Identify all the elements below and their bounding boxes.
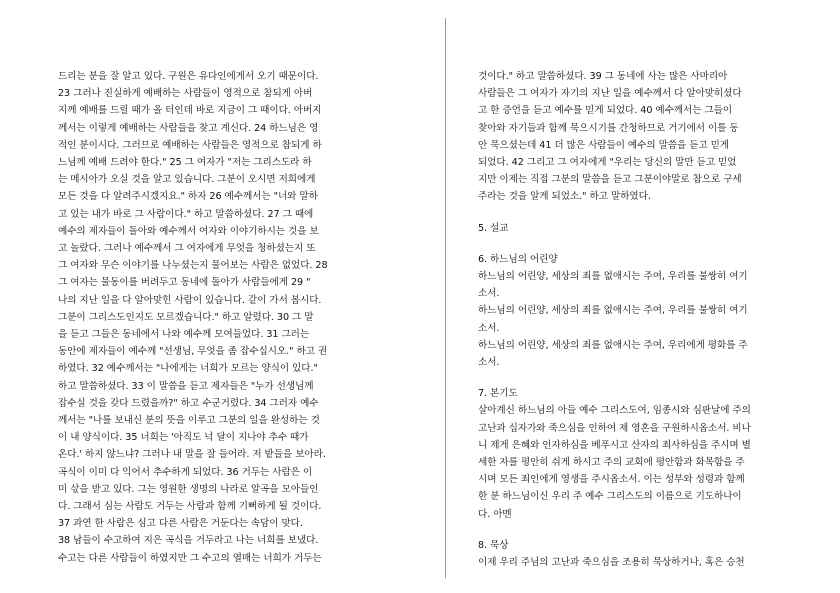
section-title: 5. 설교 [478,222,509,234]
section-collect-prayer [478,385,796,523]
section-meditation [478,537,796,571]
text-line: 시며 모든 죄인에게 영생을 주시옵소서. 이는 성부와 성령과 함께 [478,474,745,486]
text-line: 을 듣고 그들은 동네에서 나와 예수께 모여들었다. 31 그러는 [58,329,310,341]
text-line: 예수의 제자들이 돌아와 예수께서 여자와 이야기하시는 것을 보 [58,225,319,237]
text-line: 고 있는 내가 바로 그 사람이다." 하고 말씀하셨다. 27 그 때에 [58,208,314,220]
text-line: 곡식이 이미 다 익어서 추수하게 되었다. 36 거두는 사람은 이 [58,466,313,478]
text-line: 미 삯을 받고 있다. 그는 영원한 생명의 나라로 알곡을 모아들인 [58,483,319,495]
text-line: 것이다." 하고 말씀하셨다. 39 그 동네에 사는 많은 사마리아 [478,71,728,82]
text-line: 나의 지난 일을 다 알아맞힌 사람이 있습니다. 같이 가서 봅시다. [58,294,322,306]
section-sermon [478,220,796,237]
text-line: 고 놀랐다. 그러나 예수께서 그 여자에게 무엇을 청하셨는지 또 [58,243,316,255]
text-line: 다. 아멘 [478,508,512,520]
text-line: 소서. [478,357,500,369]
text-line: 지께 예배를 드릴 때가 올 터인데 바로 지금이 그 때이다. 아버지 [58,105,322,117]
text-line: 고 한 증언을 듣고 예수를 믿게 되었다. 40 예수께서는 그들이 [478,105,733,117]
text-line: 하느님의 어린양, 세상의 죄를 없애시는 주여, 우리에게 평화를 주 [478,339,748,351]
text-line: 고난과 십자가와 죽으심을 인하여 제 영혼을 구원하시옵소서. 비나 [478,422,751,434]
text-line: 23 그러나 진실하게 예배하는 사람들이 영적으로 참되게 아버 [58,88,313,100]
text-line: 사람들은 그 여자가 자기의 지난 일을 예수께서 다 알아맞히셨다 [478,88,742,100]
text-line: 는 메시아가 오실 것을 알고 있습니다. 그분이 오시면 저희에게 [58,174,316,186]
text-line: 그 여자와 무슨 이야기를 나누셨는지 물어보는 사람은 없었다. 28 [58,260,328,272]
text-line: 하느님의 어린양, 세상의 죄를 없애시는 주여, 우리를 불쌍히 여기 [478,271,748,283]
left-page-text [58,68,386,567]
text-line: 지만 이제는 직접 그분의 말씀을 듣고 그분이야말로 참으로 구세 [478,174,742,186]
section-title: 8. 묵상 [478,539,509,551]
text-line: 찾아와 자기들과 함께 묵으시기를 간청하므로 거기에서 이틀 동 [478,122,739,134]
text-line: 그 여자는 물동이를 버려두고 동네에 돌아가 사람들에게 29 " [58,277,311,289]
page-divider [445,18,446,578]
text-line: 소서. [478,322,500,334]
text-line: 잡수실 것을 갖다 드렸을까?" 하고 수군거렸다. 34 그러자 예수 [58,397,319,409]
text-line: 이제 우리 주님의 고난과 죽으심을 조용히 묵상하거나, 혹은 승천 [478,557,745,569]
text-line: 주라는 것을 알게 되었소." 하고 말하였다. [478,191,651,203]
text-line: 세한 자를 평안히 쉬게 하시고 주의 교회에 평안함과 화목함을 주 [478,457,745,469]
text-line: 니 제게 은혜와 인자하심을 베푸시고 산자의 죄사하심을 주시며 별 [478,439,751,451]
text-line: 소서. [478,288,500,300]
section-title: 6. 하느님의 어린양 [478,253,558,265]
text-line: 하였다. 32 예수께서는 "나에게는 너희가 모르는 양식이 있다." [58,363,318,375]
text-line: 38 남들이 수고하여 지은 곡식을 거두라고 나는 너희를 보냈다. [58,535,319,547]
right-page-body [478,68,796,571]
text-line: 께서는 이렇게 예배하는 사람들을 찾고 계신다. 24 하느님은 영 [58,122,319,134]
text-line: 하느님의 어린양, 세상의 죄를 없애시는 주여, 우리를 불쌍히 여기 [478,305,748,317]
text-line: 적인 분이시다. 그러므로 예배하는 사람들은 영적으로 참되게 하 [58,139,322,151]
section-title: 7. 본기도 [478,388,518,400]
text-line: 그분이 그리스도인지도 모르겠습니다." 하고 알렸다. 30 그 말 [58,311,314,323]
text-line: 37 과연 한 사람은 심고 다른 사람은 거둔다는 속담이 맞다. [58,518,303,530]
text-line: 동안에 제자들이 예수께 "선생님, 무엇을 좀 잡수십시오." 하고 권 [58,346,328,358]
text-line: 안 묵으셨는데 41 더 많은 사람들이 예수의 말씀을 듣고 믿게 [478,139,730,151]
section-lamb-of-god [478,251,796,371]
text-line: 되었다. 42 그리고 그 여자에게 "우리는 당신의 말만 듣고 믿었 [478,157,737,169]
text-line: 한 분 하느님이신 우리 주 예수 그리스도의 이름으로 기도하나이 [478,491,742,503]
text-line: 다. 그래서 심는 사람도 거두는 사람과 함께 기뻐하게 될 것이다. [58,501,322,513]
text-line: 살아계신 하느님의 아들 예수 그리스도여, 임종시와 심판날에 주의 [478,405,751,417]
text-line: 모든 것을 다 알려주시겠지요." 하자 26 예수께서는 "너와 말하 [58,191,318,203]
right-page-intro-text [478,68,796,206]
left-page-body [58,68,386,567]
text-line: 이 내 양식이다. 35 너희는 '아직도 넉 달이 지나야 추수 때가 [58,432,309,444]
text-line: 온다.' 하지 않느냐? 그러나 내 말을 잘 들어라. 저 밭들을 보아라. [58,449,326,461]
text-line: 하고 말씀하셨다. 33 이 말씀을 듣고 제자들은 "누가 선생님께 [58,380,314,392]
text-line: 드리는 분을 잘 알고 있다. 구원은 유다인에게서 오기 때문이다. [58,71,319,82]
text-line: 느님께 예배 드려야 한다." 25 그 여자가 "저는 그리스도라 하 [58,157,312,169]
text-line: 께서는 "나를 보내신 분의 뜻을 이루고 그분의 일을 완성하는 것 [58,415,320,427]
text-line: 수고는 다른 사람들이 하였지만 그 수고의 열매는 너희가 거두는 [58,552,322,564]
